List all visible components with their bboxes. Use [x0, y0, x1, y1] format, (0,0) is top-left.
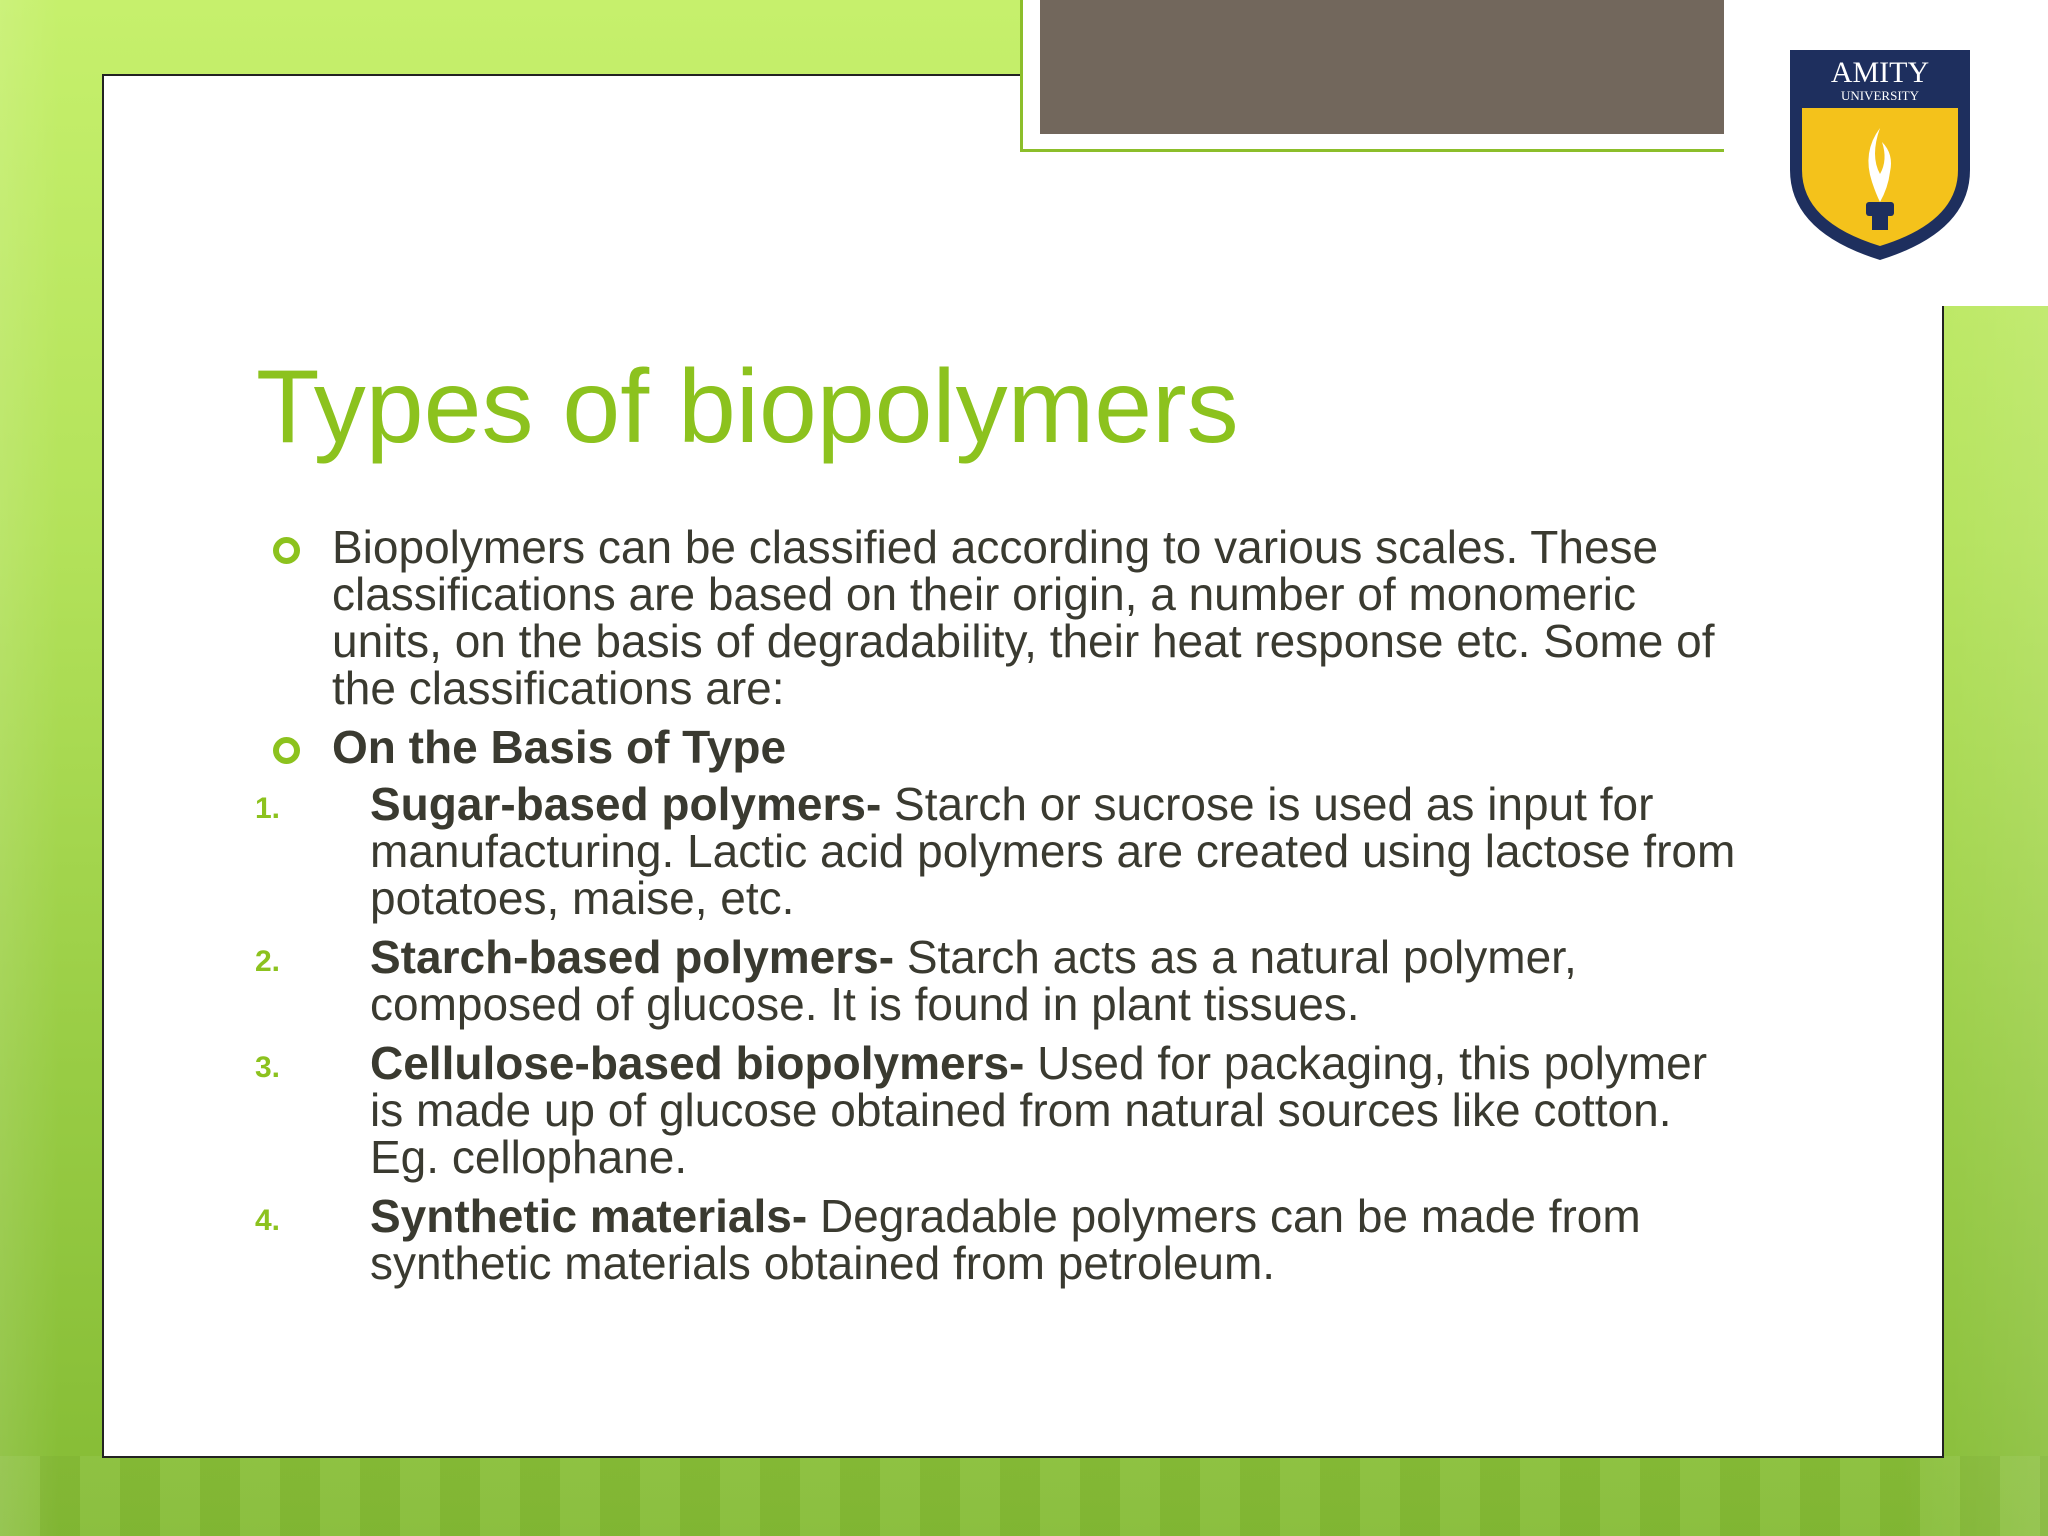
- list-number: 2.: [255, 945, 281, 978]
- list-number: 4.: [255, 1204, 281, 1237]
- title-tab-block: [1040, 0, 1724, 134]
- bullet-ring-icon: [273, 737, 300, 764]
- list-term: Cellulose-based biopolymers-: [370, 1037, 1025, 1089]
- bullet-item-classification-intro: [256, 521, 1736, 714]
- bullet-ring-icon: [273, 537, 300, 564]
- list-term: Starch-based polymers-: [370, 931, 895, 983]
- content-body: [255, 521, 1736, 1299]
- logo-text-university: UNIVERSITY: [1841, 88, 1919, 103]
- list-number: 1.: [255, 792, 281, 825]
- list-item-starch-based: [255, 931, 1736, 1030]
- logo-text-amity: AMITY: [1830, 56, 1930, 89]
- list-description: Starch acts as a natural polymer, composed of glucose. It is found in plant tissues.: [370, 931, 1577, 1030]
- list-term: Sugar-based polymers-: [370, 778, 882, 830]
- list-term: Synthetic materials-: [370, 1190, 808, 1242]
- slide-title: Types of biopolymers: [256, 349, 1239, 465]
- bullet-text: Biopolymers can be classified according to various scales. These classifications are based on their origin, a number of monomeric units, on the basis of degradability, their heat response etc. Some of the classifications are:: [332, 521, 1715, 714]
- list-item-sugar-based: [255, 778, 1736, 924]
- torch-handle-icon: [1866, 202, 1894, 216]
- list-number: 3.: [255, 1051, 281, 1084]
- list-item-synthetic-materials: [255, 1190, 1736, 1289]
- list-description: Used for packaging, this polymer is made up of glucose obtained from natural sources like cotton. Eg. cellophane.: [370, 1037, 1708, 1183]
- list-item-cellulose-based: [255, 1037, 1736, 1183]
- background-texture: [0, 1456, 2048, 1536]
- list-description: Starch or sucrose is used as input for manufacturing. Lactic acid polymers are created using lactose from potatoes, maise, etc.: [370, 778, 1736, 924]
- list-description: Degradable polymers can be made from synthetic materials obtained from petroleum.: [370, 1190, 1641, 1289]
- bullet-heading: On the Basis of Type: [332, 721, 787, 773]
- amity-university-logo: [1784, 42, 1976, 264]
- bullet-item-basis-of-type: [256, 721, 1736, 773]
